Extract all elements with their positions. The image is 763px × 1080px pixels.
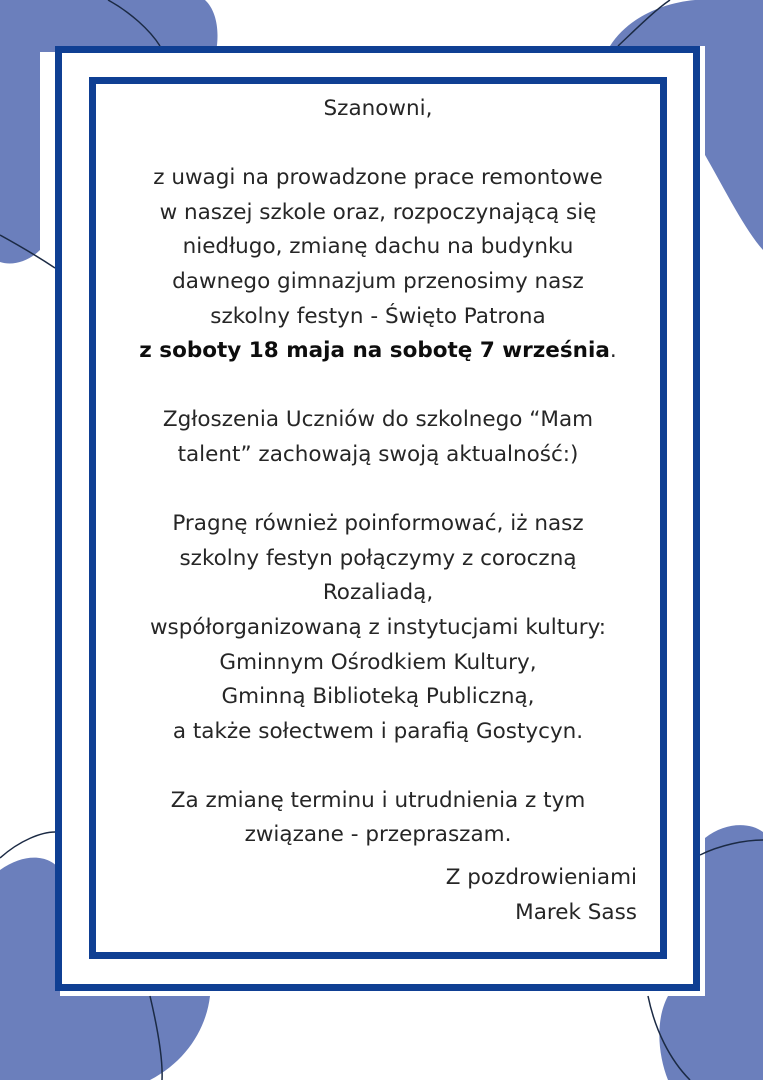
text-line: szkolny festyn - Święto Patrona (210, 303, 546, 329)
text-line: Za zmianę terminu i utrudnienia z tym (170, 787, 586, 813)
date-change-highlight: z soboty 18 maja na sobotę 7 września (139, 338, 610, 364)
text-line: dawnego gimnazjum przenosimy nasz (172, 268, 584, 294)
text-line: z uwagi na prowadzone prace remontowe (153, 165, 603, 191)
signature-block (96, 861, 660, 930)
line-bottom-left (0, 832, 55, 858)
letter-body (96, 84, 660, 930)
text-line: a także sołectwem i parafią Gostycyn. (172, 718, 584, 744)
paragraph-rozaliada (96, 507, 660, 749)
greeting: Szanowni, (323, 96, 433, 121)
text-line: Gminną Biblioteką Publiczną, (221, 684, 535, 710)
text-line: talent” zachowają swoją aktualność:) (177, 441, 579, 467)
paragraph-apology (96, 784, 660, 853)
text-line: Pragnę również poinformować, iż nasz (172, 511, 584, 537)
text-line: Zgłoszenia Uczniów do szkolnego “Mam (162, 407, 594, 433)
text-line: w naszej szkole oraz, rozpoczynającą się (159, 199, 597, 225)
period: . (609, 338, 617, 364)
text-line: Gminnym Ośrodkiem Kultury, (219, 649, 537, 675)
closing: Z pozdrowieniami (445, 865, 637, 891)
text-line: związane - przepraszam. (244, 822, 512, 848)
signature-name: Marek Sass (515, 899, 637, 925)
paragraph-talent-show (96, 403, 660, 472)
text-line: Rozaliadą, (322, 580, 434, 606)
text-line: niedługo, zmianę dachu na budynku (182, 234, 574, 260)
text-line: szkolny festyn połączymy z coroczną (179, 545, 577, 571)
text-line: współorganizowaną z instytucjami kultury: (149, 614, 607, 640)
paragraph-postponement (96, 161, 660, 369)
